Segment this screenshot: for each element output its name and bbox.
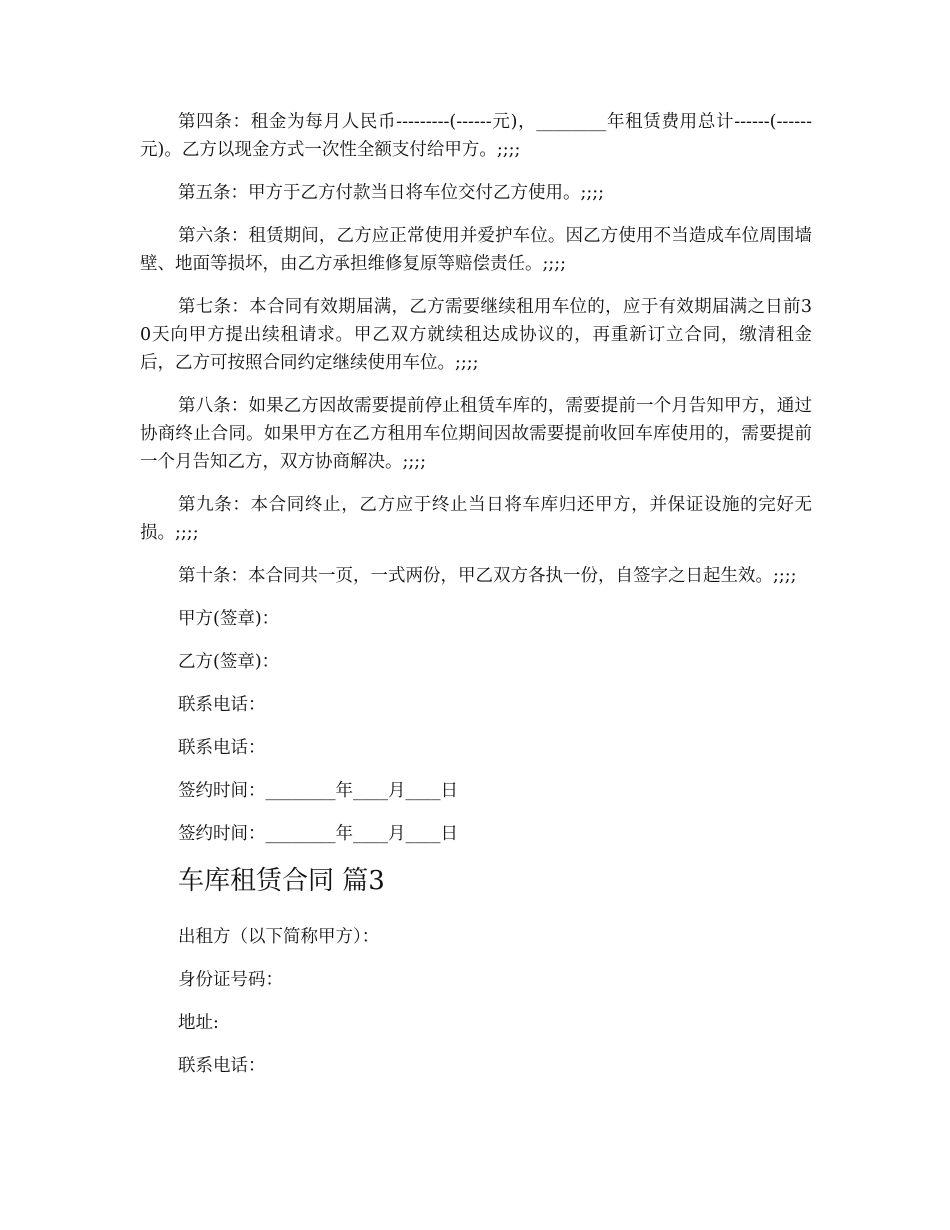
signing-date-1: 签约时间：________年____月____日 — [178, 781, 458, 801]
contact-phone-1: 联系电话： — [178, 695, 266, 715]
section-title: 车库租赁合同 篇3 — [178, 866, 385, 896]
lessor-line: 出租方（以下简称甲方）： — [178, 927, 380, 947]
clause-10: 第十条：本合同共一页，一式两份，甲乙双方各执一份，自签字之日起生效。;;;; — [178, 566, 797, 586]
address-line: 地址: — [178, 1013, 219, 1033]
clause-9: 第九条：本合同终止，乙方应于终止当日将车库归还甲方，并保证设施的完好无损。;;;; — [140, 495, 812, 543]
clause-8: 第八条：如果乙方因故需要提前停止租赁车库的，需要提前一个月告知甲方，通过协商终止合同。如果甲方在乙方租用车位期间因故需要提前收回车库使用的，需要提前一个月告知乙方，双方协商解决。;;;; — [140, 396, 812, 472]
clause-4: 第四条：租金为每月人民币---------(------元)，________年租赁费用总计------(------元)。乙方以现金方式一次性全额支付给甲方。;;;; — [140, 112, 812, 160]
party-b-signature: 乙方(签章)： — [178, 652, 280, 672]
clause-5: 第五条：甲方于乙方付款当日将车位交付乙方使用。;;;; — [178, 183, 605, 203]
clause-7: 第七条：本合同有效期届满，乙方需要继续租用车位的，应于有效期届满之日前30天向甲方提出续租请求。甲乙双方就续租达成协议的，再重新订立合同，缴清租金后，乙方可按照合同约定继续使用车位。;;;; — [140, 297, 812, 373]
document-page — [140, 108, 812, 1095]
contact-phone-2: 联系电话： — [178, 738, 266, 758]
party-a-signature: 甲方(签章)： — [178, 609, 280, 629]
clause-6: 第六条：租赁期间，乙方应正常使用并爱护车位。因乙方使用不当造成车位周围墙壁、地面等损坏，由乙方承担维修复原等赔偿责任。;;;; — [140, 226, 812, 274]
id-number-line: 身份证号码： — [178, 970, 283, 990]
phone-line: 联系电话： — [178, 1056, 266, 1076]
signing-date-2: 签约时间：________年____月____日 — [178, 824, 458, 844]
